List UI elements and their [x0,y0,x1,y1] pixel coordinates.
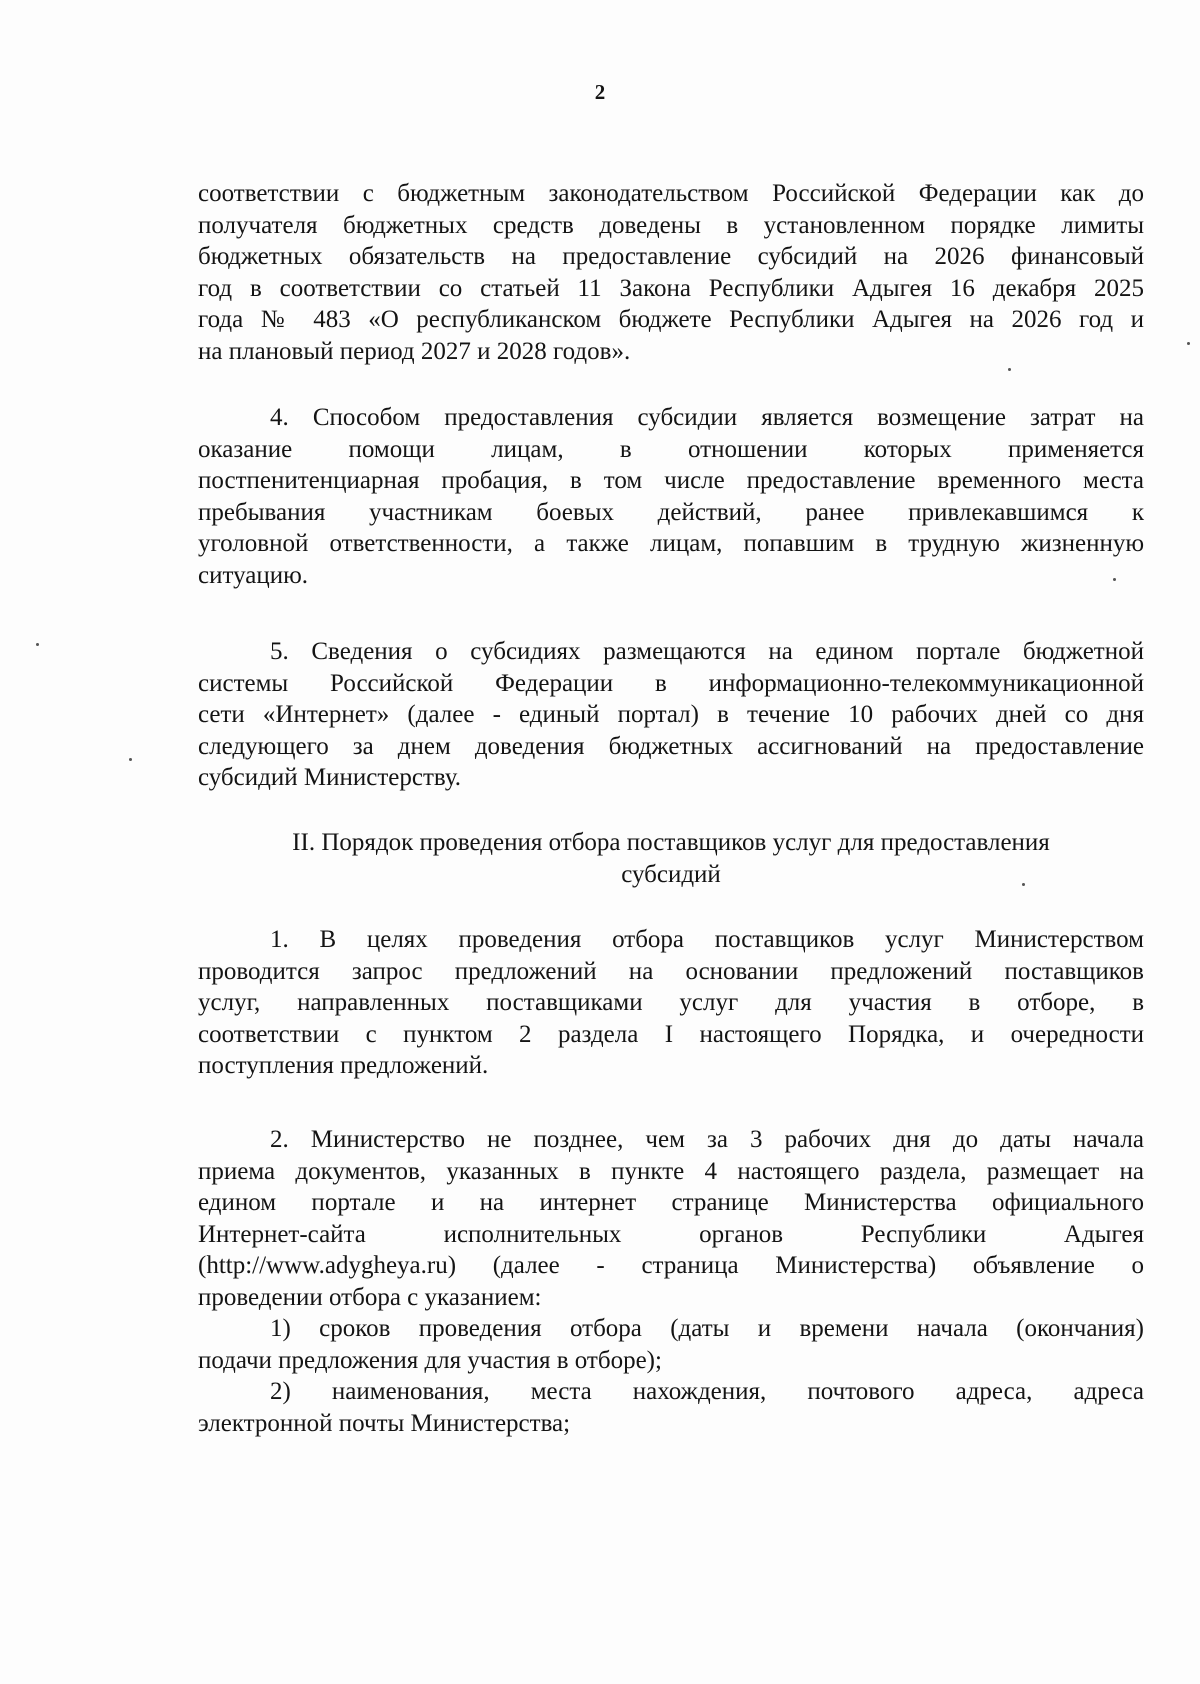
text-line: года № 483 «О республиканском бюджете Республики Адыгея на 2026 год и [198,306,1144,333]
text-line: бюджетных обязательств на предоставление субсидий на 2026 финансовый [198,243,1144,270]
text-line: следующего за днем доведения бюджетных ассигнований на предоставление [198,732,1144,760]
list-item-sub-1 [198,1313,1144,1376]
paragraph-section2-item-1 [198,924,1144,1082]
text-line: постпенитенциарная пробация, в том числе предоставление временного места [198,467,1144,494]
text-line: едином портале и на интернет странице Министерства официального [198,1189,1144,1216]
paragraph-item-5 [198,636,1144,794]
text-line: 1) сроков проведения отбора (даты и времени начала (окончания) [270,1315,1144,1342]
text-line: системы Российской Федерации в информационно-телекоммуникационной [198,669,1144,697]
section-heading [198,827,1144,890]
scan-speck [1022,883,1025,886]
text-line: соответствии с пунктом 2 раздела I настоящего Порядка, и очередности [198,1020,1144,1048]
text-line: приема документов, указанных в пункте 4 настоящего раздела, размещает на [198,1157,1144,1185]
text-line: ситуацию. [198,561,309,589]
text-line: год в соответствии со статьей 11 Закона Республики Адыгея 16 декабря 2025 [198,274,1144,302]
text-line: Интернет-сайта исполнительных органов Республики Адыгея [198,1220,1144,1248]
text-line: 2. Министерство не позднее, чем за 3 рабочих дня до даты начала [270,1126,1144,1153]
scan-speck [36,643,39,646]
heading-line: II. Порядок проведения отбора поставщиков услуг для предоставления [292,829,1050,856]
text-line: 1. В целях проведения отбора поставщиков услуг Министерством [270,926,1144,953]
paragraph-intro [198,178,1144,367]
scan-speck [1113,578,1116,581]
scan-speck [129,758,132,761]
text-line: услуг, направленных поставщиками услуг для участия в отборе, в [198,989,1144,1016]
text-line: соответствии с бюджетным законодательством Российской Федерации как до [198,180,1144,207]
paragraph-section2-item-2 [198,1124,1144,1313]
text-line: проводится запрос предложений на основании предложений поставщиков [198,957,1144,985]
text-line: подачи предложения для участия в отборе); [198,1346,662,1374]
list-item-sub-2 [198,1376,1144,1439]
scan-speck [1008,368,1011,371]
text-line: получателя бюджетных средств доведены в установленном порядке лимиты [198,211,1144,239]
text-line: сети «Интернет» (далее - единый портал) в течение 10 рабочих дней со дня [198,701,1144,728]
page-number: 2 [594,80,606,104]
text-line: проведении отбора с указанием: [198,1283,542,1311]
text-line: поступления предложений. [198,1052,489,1079]
text-line: 5. Сведения о субсидиях размещаются на едином портале бюджетной [270,638,1144,665]
text-line: уголовной ответственности, а также лицам, попавшим в трудную жизненную [198,530,1144,557]
text-line: субсидий Министерству. [198,764,462,791]
text-line: 4. Способом предоставления субсидии является возмещение затрат на [270,404,1144,431]
scan-speck [1187,342,1190,345]
text-line: (http://www.adygheya.ru) (далее - страница Министерства) объявление о [198,1252,1144,1279]
paragraph-item-4 [198,402,1144,591]
text-line: на плановый период 2027 и 2028 годов». [198,337,631,365]
text-line: электронной почты Министерства; [198,1409,571,1437]
text-line: оказание помощи лицам, в отношении которых применяется [198,435,1144,463]
text-line: пребывания участникам боевых действий, ранее привлекавшимся к [198,498,1144,526]
text-line: 2) наименования, места нахождения, почтового адреса, адреса [270,1378,1144,1405]
heading-line: субсидий [621,860,721,888]
